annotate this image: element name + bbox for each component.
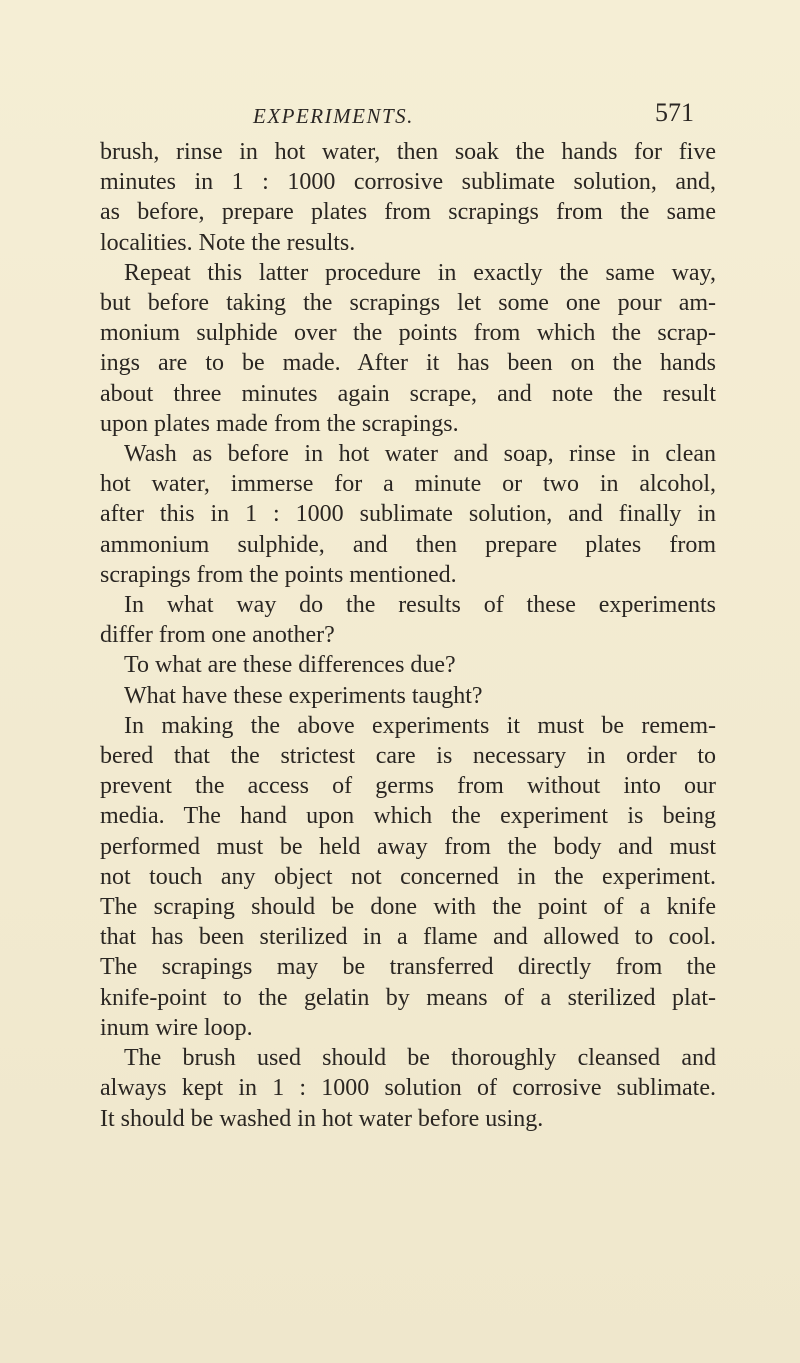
text-line: always kept in 1 : 1000 solution of corrosive sublimate. xyxy=(100,1075,716,1102)
text-line: differ from one another? xyxy=(100,622,335,649)
text-line: In making the above experiments it must be remem- xyxy=(124,712,716,739)
text-line: ings are to be made. After it has been on the hands xyxy=(100,350,716,377)
text-line: scrapings from the points mentioned. xyxy=(100,561,457,588)
text-line: minutes in 1 : 1000 corrosive sublimate solution, and, xyxy=(100,169,716,196)
text-line: The scrapings may be transferred directly from the xyxy=(100,954,716,981)
running-head xyxy=(0,98,800,138)
text-line: Repeat this latter procedure in exactly the same way, xyxy=(124,259,716,286)
text-line: as before, prepare plates from scrapings from the same xyxy=(100,199,716,226)
text-line: performed must be held away from the body and must xyxy=(100,833,716,860)
text-line: that has been sterilized in a flame and allowed to cool. xyxy=(100,924,716,951)
text-line: not touch any object not concerned in the experiment. xyxy=(100,863,716,890)
text-line: about three minutes again scrape, and note the result xyxy=(100,380,716,407)
text-line: It should be washed in hot water before using. xyxy=(100,1105,544,1132)
text-line: bered that the strictest care is necessary in order to xyxy=(100,743,716,770)
text-line: media. The hand upon which the experiment is being xyxy=(100,803,716,830)
text-line: Wash as before in hot water and soap, rinse in clean xyxy=(124,441,716,468)
text-line: inum wire loop. xyxy=(100,1014,253,1041)
text-line: In what way do the results of these experiments xyxy=(124,592,716,619)
text-line: but before taking the scrapings let some one pour am- xyxy=(100,290,716,317)
text-line: prevent the access of germs from without into our xyxy=(100,773,716,800)
text-line: localities. Note the results. xyxy=(100,229,356,256)
text-line: ammonium sulphide, and then prepare plates from xyxy=(100,531,716,558)
text-line: after this in 1 : 1000 sublimate solution, and finally in xyxy=(100,501,716,528)
text-line: The brush used should be thoroughly cleansed and xyxy=(124,1045,716,1072)
text-line: hot water, immerse for a minute or two in alcohol, xyxy=(100,471,716,498)
text-line: The scraping should be done with the point of a knife xyxy=(100,894,716,921)
page-number: 571 xyxy=(655,98,694,127)
text-line: upon plates made from the scrapings. xyxy=(100,410,459,437)
body-text xyxy=(100,137,716,1134)
text-line: To what are these differences due? xyxy=(124,652,456,679)
running-head-title: EXPERIMENTS. xyxy=(253,104,414,128)
text-line: brush, rinse in hot water, then soak the hands for five xyxy=(100,139,716,165)
text-line: monium sulphide over the points from which the scrap- xyxy=(100,320,716,347)
text-line: What have these experiments taught? xyxy=(124,682,483,709)
text-line: knife-point to the gelatin by means of a sterilized plat- xyxy=(100,984,716,1011)
